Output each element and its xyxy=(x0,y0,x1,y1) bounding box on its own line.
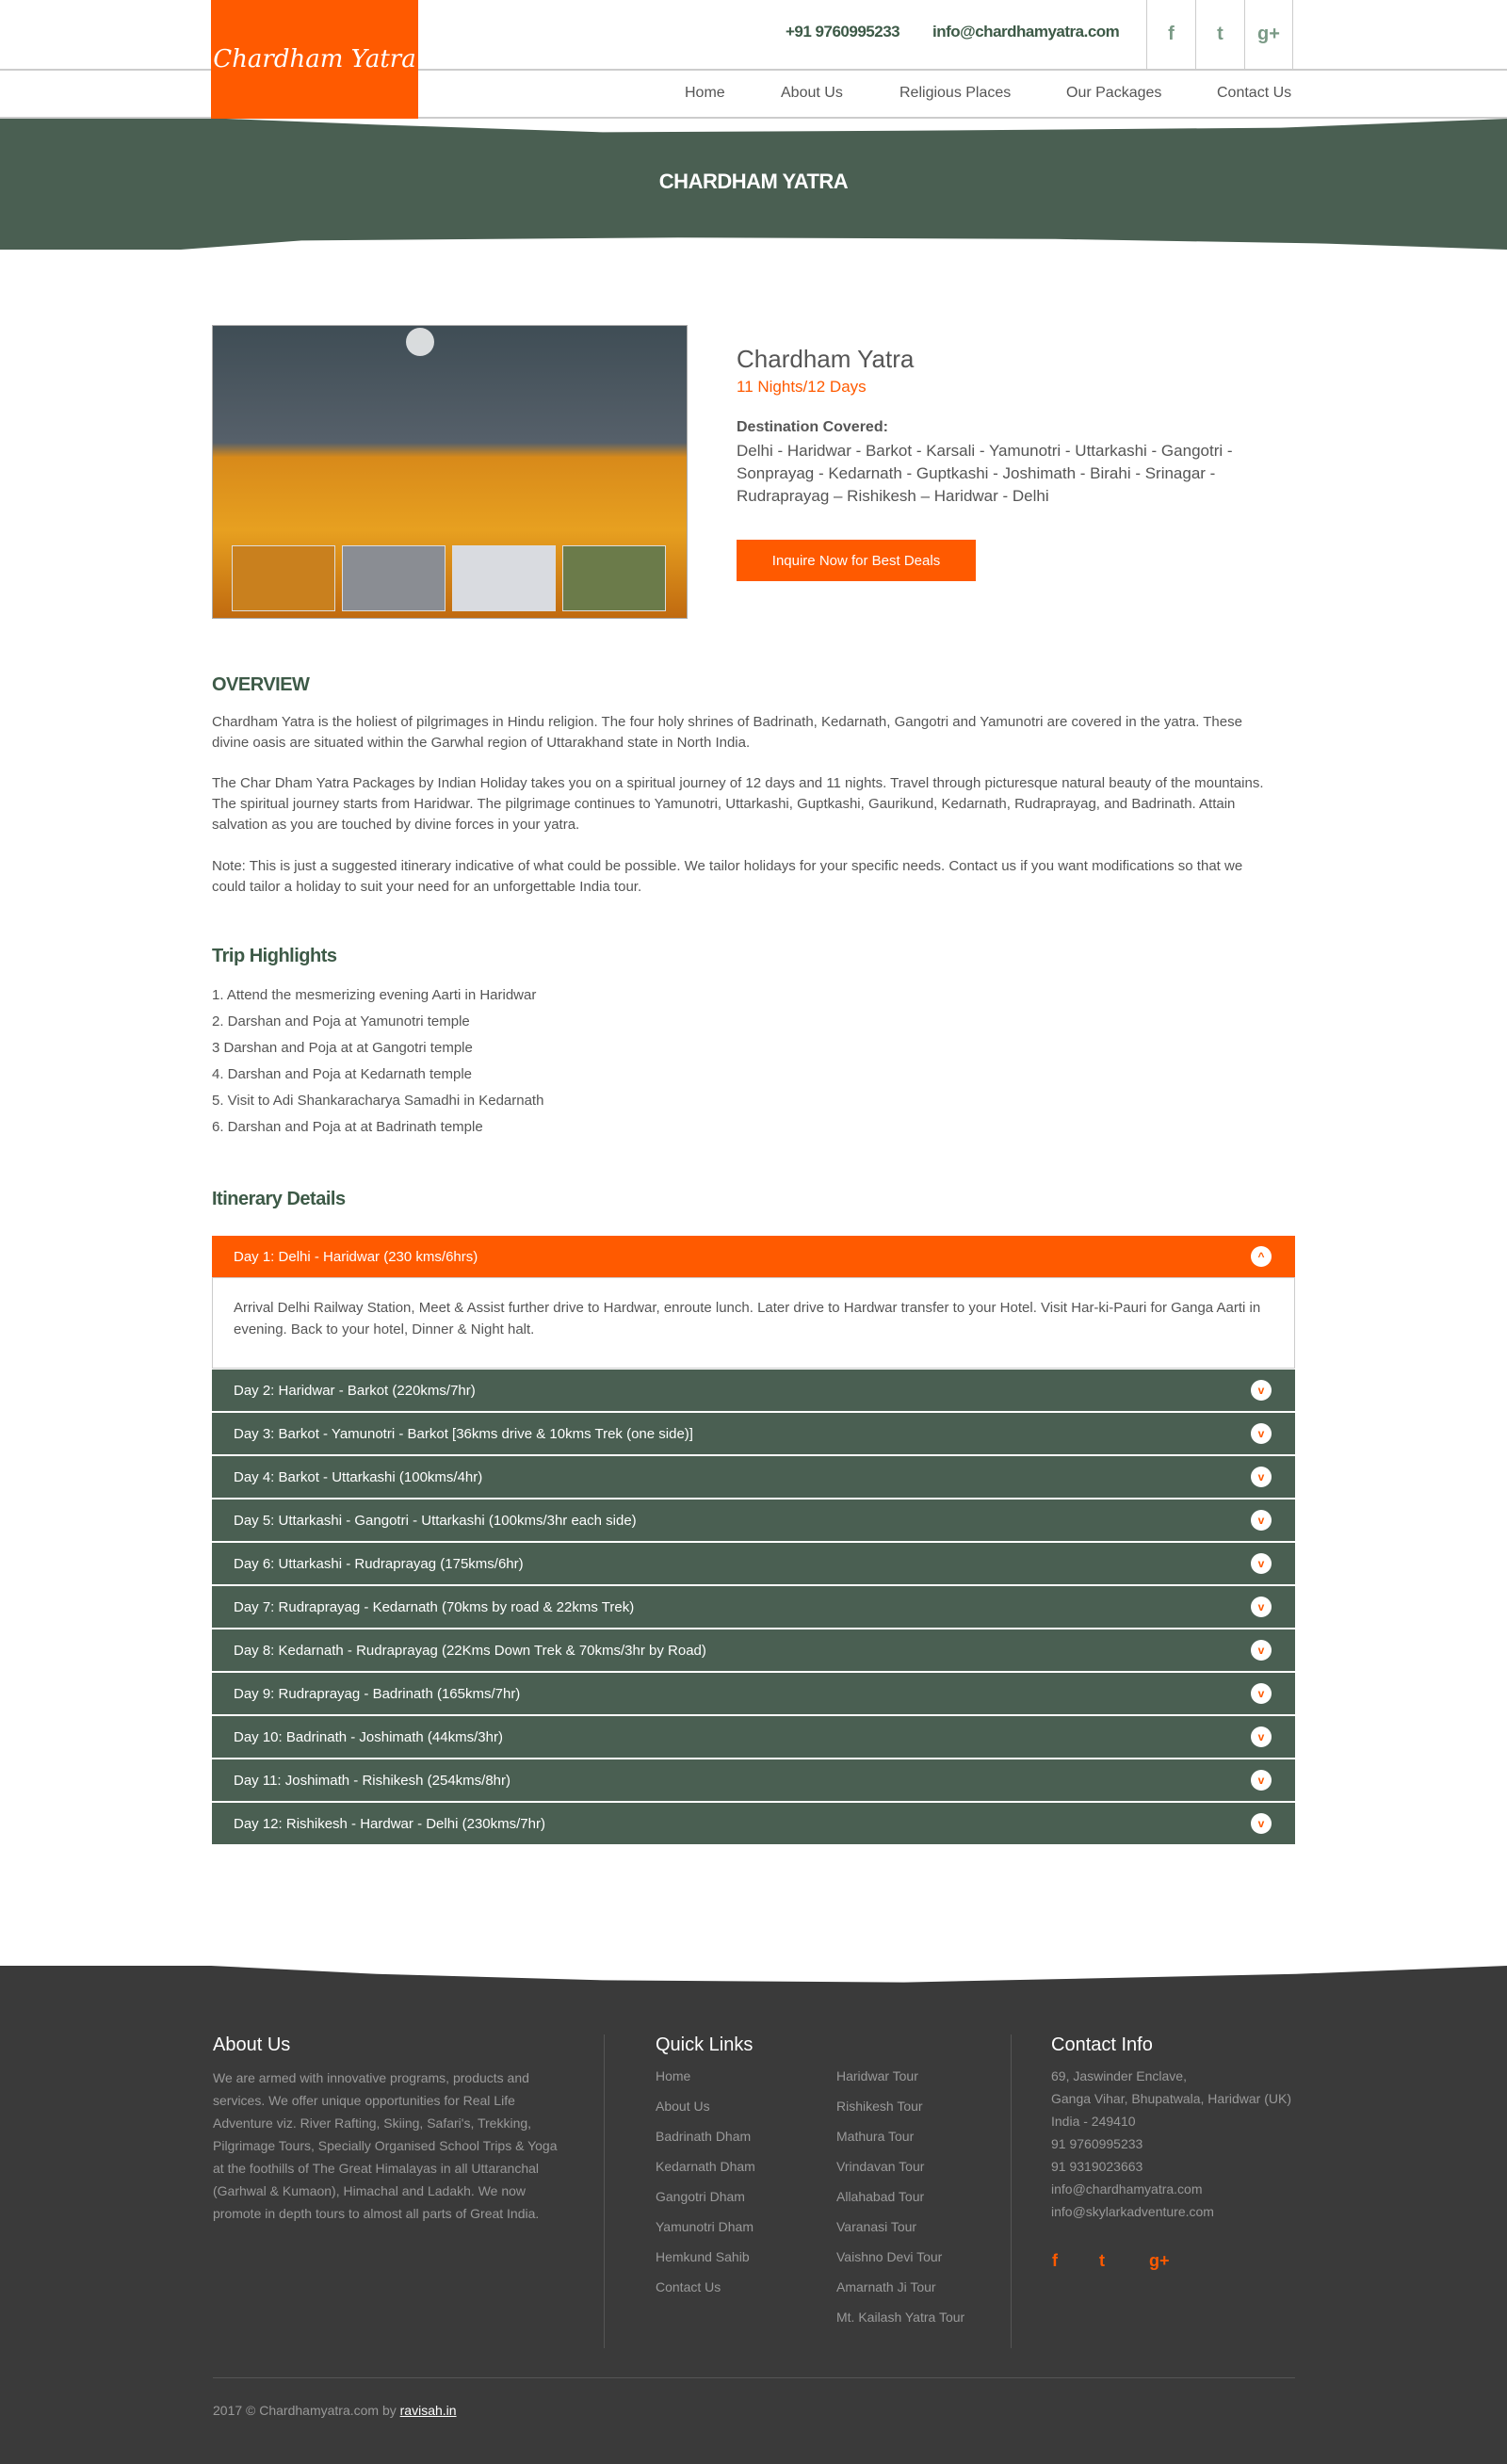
contact-line: 69, Jaswinder Enclave, xyxy=(1051,2068,1187,2083)
highlight-item: 3 Darshan and Poja at at Gangotri temple xyxy=(212,1040,473,1056)
banner-edge-bottom xyxy=(0,235,1507,250)
day-title: Day 3: Barkot - Yamunotri - Barkot [36kms drive & 10kms Trek (one side)] xyxy=(234,1425,693,1442)
package-image xyxy=(212,325,688,619)
footer-facebook-icon[interactable]: f xyxy=(1052,2251,1058,2270)
day-title: Day 12: Rishikesh - Hardwar - Delhi (230kms/7hr) xyxy=(234,1815,545,1832)
day-4-header[interactable] xyxy=(212,1456,1295,1498)
chevron-down-icon[interactable]: v xyxy=(1251,1423,1272,1444)
copyright xyxy=(213,2403,457,2418)
footer-tour-link[interactable]: Haridwar Tour xyxy=(836,2068,918,2083)
nav-our-packages[interactable]: Our Packages xyxy=(1066,85,1162,101)
day-title: Day 4: Barkot - Uttarkashi (100kms/4hr) xyxy=(234,1468,483,1485)
destination-label: Destination Covered: xyxy=(737,419,888,435)
banner-title: CHARDHAM YATRA xyxy=(658,170,849,193)
footer-tour-link[interactable]: Mathura Tour xyxy=(836,2129,915,2144)
highlight-item: 5. Visit to Adi Shankaracharya Samadhi in Kedarnath xyxy=(212,1093,544,1109)
footer-tour-link[interactable]: Vaishno Devi Tour xyxy=(836,2249,943,2264)
day-2-header[interactable] xyxy=(212,1370,1295,1411)
day-title: Day 5: Uttarkashi - Gangotri - Uttarkashi (100kms/3hr each side) xyxy=(234,1512,637,1529)
chevron-down-icon[interactable]: v xyxy=(1251,1813,1272,1834)
chevron-down-icon[interactable]: v xyxy=(1251,1640,1272,1661)
footer-bottom-divider xyxy=(213,2377,1295,2378)
chevron-up-icon[interactable]: ^ xyxy=(1251,1246,1272,1267)
day-title: Day 8: Kedarnath - Rudraprayag (22Kms Down Trek & 70kms/3hr by Road) xyxy=(234,1642,706,1659)
contact-line[interactable]: info@skylarkadventure.com xyxy=(1051,2204,1214,2219)
contact-line[interactable]: 91 9760995233 xyxy=(1051,2136,1143,2151)
chevron-down-icon[interactable]: v xyxy=(1251,1467,1272,1487)
overview-paragraph: Chardham Yatra is the holiest of pilgrimages in Hindu religion. The four holy shrines of Badrinath, Kedarnath, Gangotri and Yamunotri are covered in the yatra. These divine oasis are situated within the Garwhal region of Uttarakhand state in North India. xyxy=(212,714,1242,751)
overview-paragraph: The Char Dham Yatra Packages by Indian Holiday takes you on a spiritual journey of 12 days and 11 nights. Travel through picturesque natural beauty of the mountains. The spiritual journey starts from Haridwar. The pilgrimage continues to Yamunotri, Uttarkashi, Guptkashi, Gaurikund, Kedarnath, Rudraprayag, and Badrinath. Attain salvation as you are touched by divine forces in your yatra. xyxy=(212,775,1264,833)
day-12-header[interactable] xyxy=(212,1803,1295,1844)
footer-twitter-icon[interactable]: t xyxy=(1099,2251,1105,2270)
overview-heading: OVERVIEW xyxy=(212,674,310,695)
footer-tour-link[interactable]: Rishikesh Tour xyxy=(836,2099,923,2114)
day-title: Day 10: Badrinath - Joshimath (44kms/3hr) xyxy=(234,1728,503,1745)
day-title: Day 1: Delhi - Haridwar (230 kms/6hrs) xyxy=(234,1248,478,1265)
footer-divider xyxy=(1011,2034,1012,2348)
highlight-item: 4. Darshan and Poja at Kedarnath temple xyxy=(212,1066,473,1082)
banner-edge-top xyxy=(0,119,1507,134)
footer-tour-link[interactable]: Vrindavan Tour xyxy=(836,2159,925,2174)
highlights-heading: Trip Highlights xyxy=(212,946,337,966)
chevron-down-icon[interactable]: v xyxy=(1251,1770,1272,1791)
package-duration: 11 Nights/12 Days xyxy=(737,378,867,396)
footer-google-plus-icon[interactable]: g+ xyxy=(1149,2251,1170,2270)
nav-religious-places[interactable]: Religious Places xyxy=(899,85,1012,101)
nav-home[interactable]: Home xyxy=(685,85,725,101)
footer-links-heading: Quick Links xyxy=(656,2034,754,2055)
footer-tour-link[interactable]: Allahabad Tour xyxy=(836,2189,925,2204)
twitter-icon[interactable]: t xyxy=(1195,0,1244,69)
contact-line: India - 249410 xyxy=(1051,2114,1136,2129)
contact-line[interactable]: info@chardhamyatra.com xyxy=(1051,2181,1203,2197)
day-11-header[interactable] xyxy=(212,1759,1295,1801)
chevron-down-icon[interactable]: v xyxy=(1251,1683,1272,1704)
footer-link[interactable]: Hemkund Sahib xyxy=(656,2249,750,2264)
footer-link[interactable]: Gangotri Dham xyxy=(656,2189,745,2204)
chevron-down-icon[interactable]: v xyxy=(1251,1597,1272,1617)
day-6-header[interactable] xyxy=(212,1543,1295,1584)
header-email[interactable]: info@chardhamyatra.com xyxy=(932,23,1120,41)
copyright-text: 2017 © Chardhamyatra.com by xyxy=(213,2403,397,2418)
credit-link[interactable]: ravisah.in xyxy=(399,2403,457,2418)
nav-about-us[interactable]: About Us xyxy=(781,85,843,101)
day-7-header[interactable] xyxy=(212,1586,1295,1628)
footer-about-text: We are armed with innovative programs, products and services. We offer unique opportunities for Real Life Adventure viz. River Rafting, Skiing, Safari's, Trekking, Pilgrimage Tours, Specially Organised School Trips & Yoga at the foothills of The Great Himalayas in all Uttaranchal (Garhwal & Kumaon), Himachal and Ladakh. We now promote in depth tours to almost all parts of Great India. xyxy=(213,2070,558,2221)
chevron-down-icon[interactable]: v xyxy=(1251,1510,1272,1531)
itinerary-heading: Itinerary Details xyxy=(212,1189,346,1209)
footer-about-heading: About Us xyxy=(213,2034,291,2055)
contact-line[interactable]: 91 9319023663 xyxy=(1051,2159,1143,2174)
chevron-down-icon[interactable]: v xyxy=(1251,1726,1272,1747)
highlight-item: 2. Darshan and Poja at Yamunotri temple xyxy=(212,1013,470,1029)
day-9-header[interactable] xyxy=(212,1673,1295,1714)
day-5-header[interactable] xyxy=(212,1499,1295,1541)
day-8-header[interactable] xyxy=(212,1629,1295,1671)
footer-tour-link[interactable]: Varanasi Tour xyxy=(836,2219,917,2234)
overview-note: Note: This is just a suggested itinerary indicative of what could be possible. We tailor holidays for your specific needs. Contact us if you want modifications so that we could tailor a holiday to suit your need for an unforgettable India tour. xyxy=(212,858,1243,895)
footer-link[interactable]: About Us xyxy=(656,2099,710,2114)
footer-tour-link[interactable]: Mt. Kailash Yatra Tour xyxy=(836,2310,965,2325)
day-3-header[interactable] xyxy=(212,1413,1295,1454)
destination-list: Delhi - Haridwar - Barkot - Karsali - Yamunotri - Uttarkashi - Gangotri - Sonprayag - Kedarnath - Guptkashi - Joshimath - Birahi - Srinagar - Rudraprayag – Rishikesh – Haridwar - Delhi xyxy=(737,442,1233,505)
facebook-icon[interactable]: f xyxy=(1146,0,1195,69)
footer-link[interactable]: Badrinath Dham xyxy=(656,2129,752,2144)
day-title: Day 6: Uttarkashi - Rudraprayag (175kms/6hr) xyxy=(234,1555,524,1572)
contact-line: Ganga Vihar, Bhupatwala, Haridwar (UK) xyxy=(1051,2091,1291,2106)
day-10-header[interactable] xyxy=(212,1716,1295,1758)
logo-text: Chardham Yatra xyxy=(213,45,416,73)
footer-link[interactable]: Yamunotri Dham xyxy=(656,2219,754,2234)
package-title: Chardham Yatra xyxy=(737,345,915,373)
header-phone[interactable]: +91 9760995233 xyxy=(786,23,900,41)
day-title: Day 11: Joshimath - Rishikesh (254kms/8hr) xyxy=(234,1772,510,1789)
footer-contact-heading: Contact Info xyxy=(1051,2034,1153,2055)
site-logo[interactable] xyxy=(211,0,418,119)
day-title: Day 9: Rudraprayag - Badrinath (165kms/7hr) xyxy=(234,1685,521,1702)
chevron-down-icon[interactable]: v xyxy=(1251,1553,1272,1574)
footer-link[interactable]: Contact Us xyxy=(656,2279,721,2294)
nav-contact-us[interactable]: Contact Us xyxy=(1217,85,1292,101)
page-banner xyxy=(0,119,1507,250)
chevron-down-icon[interactable]: v xyxy=(1251,1380,1272,1401)
day-title: Day 7: Rudraprayag - Kedarnath (70kms by road & 22kms Trek) xyxy=(234,1598,635,1615)
day-1-details: Arrival Delhi Railway Station, Meet & Assist further drive to Hardwar, enroute lunch. Later drive to Hardwar transfer to your Hotel. Visit Har-ki-Pauri for Ganga Aarti in evening. Back to your hotel, Dinner & Night halt. xyxy=(212,1277,1295,1369)
footer-link[interactable]: Home xyxy=(656,2068,691,2083)
footer-link[interactable]: Kedarnath Dham xyxy=(656,2159,755,2174)
google-plus-icon[interactable]: g+ xyxy=(1244,0,1293,69)
footer-divider xyxy=(604,2034,605,2348)
footer-tour-link[interactable]: Amarnath Ji Tour xyxy=(836,2279,936,2294)
highlight-item: 1. Attend the mesmerizing evening Aarti in Haridwar xyxy=(212,987,537,1003)
day-title: Day 2: Haridwar - Barkot (220kms/7hr) xyxy=(234,1382,476,1399)
day-1-header[interactable] xyxy=(212,1236,1295,1277)
highlights-list xyxy=(212,985,543,1143)
footer-edge xyxy=(0,1966,1507,1986)
highlight-item: 6. Darshan and Poja at at Badrinath temple xyxy=(212,1119,483,1135)
inquire-button[interactable]: Inquire Now for Best Deals xyxy=(737,540,976,581)
